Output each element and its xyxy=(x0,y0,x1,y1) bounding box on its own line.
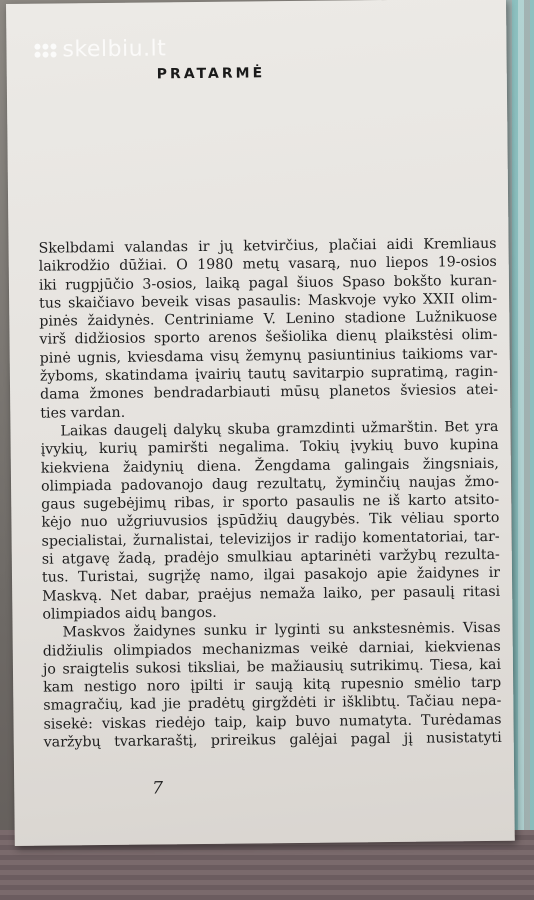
text-line: dama žmones bendradarbiauti mūsų planetos šviesios atei- xyxy=(40,382,499,404)
text-line: gaus sugebėjimų ribas, ir sporto pasaulis ne iš karto atsito- xyxy=(41,492,500,513)
paragraph xyxy=(40,418,500,624)
text-line: kėjo nuo užgriuvusios įspūdžių daugybės. Tik vėliau sporto xyxy=(41,510,500,532)
body-text xyxy=(38,235,501,752)
text-line: pinė ugnis, kviesdama visų žemynų pasiuntinius taikioms var- xyxy=(39,345,498,367)
text-line: žyboms, skatindama įvairių tautų savitarpio supratimą, ragin- xyxy=(39,363,498,385)
text-line: specialistai, žurnalistai, televizijos ir radijo komentatoriai, tar- xyxy=(41,528,500,550)
text-line: Maskvos žaidynes sunku ir lyginti su ankstesnėmis. Visas xyxy=(62,620,501,641)
text-line: si atgavę žadą, pradėjo smulkiau aptarinėti varžybų rezulta- xyxy=(41,546,500,568)
text-line: įvykių, kurių pamiršti negalima. Tokių įvykių buvo kupina xyxy=(40,437,499,458)
watermark-text: skelbiu.lt xyxy=(62,36,167,63)
watermark xyxy=(34,36,166,62)
watermark-logo-icon xyxy=(34,43,56,57)
page-number: 7 xyxy=(152,778,164,799)
text-line: Skelbdami valandas ir jų ketvirčius, plačiai aidi Kremliaus xyxy=(38,235,497,257)
text-line: tus skaičiavo beveik visas pasaulis: Maskvoje vyko XXII olim- xyxy=(39,290,498,312)
page-heading: PRATARMĖ xyxy=(156,65,266,83)
book-page xyxy=(6,0,515,846)
text-line: laikrodžio dūžiai. O 1980 metų vasarą, nuo liepos 19-osios xyxy=(38,254,497,275)
text-line: olimpiados aidų bangos. xyxy=(42,604,217,623)
text-line: varžybų tvarkaraštį, prireikus galėjai pagal jį nusistatyti xyxy=(43,729,502,751)
text-line: kam nestigo noro įpilti ir saują kitą rupesnio smėlio tarp xyxy=(43,674,502,696)
text-line: virš didžiosios sporto arenos šešiolika dienų plaikstėsi olim- xyxy=(39,327,498,349)
text-line: jo sraigtelis sukosi tiksliai, be mažiausių sutrikimų. Tiesa, kai xyxy=(42,656,502,678)
text-line: kiekviena žaidynių diena. Žengdama galingais žingsniais, xyxy=(40,455,499,477)
text-line: smagračių, kad jie pradėtų girgždėti ir išklibtų. Tačiau nepa- xyxy=(43,693,502,715)
text-line: pinės žaidynės. Centriniame V. Lenino stadione Lužnikuose xyxy=(39,309,498,330)
text-line: ties vardan. xyxy=(40,404,126,422)
text-line: iki rugpjūčio 3-osios, laiką pagal šiuos Spaso bokšto kuran- xyxy=(38,272,498,294)
text-line: Laikas daugelį dalykų skuba gramzdinti užmarštin. Bet yra xyxy=(60,418,499,440)
paragraph xyxy=(42,619,501,752)
text-line: tus. Turistai, sugrįžę namo, ilgai pasakojo apie žaidynes ir xyxy=(41,565,501,586)
paragraph xyxy=(38,235,498,423)
text-line: sisekė: viskas riedėjo taip, kaip buvo numatyta. Turėdamas xyxy=(43,711,502,733)
text-line: didžiulis olimpiados mechanizmas veikė darniai, kiekvienas xyxy=(42,638,501,660)
text-line: Maskvą. Net dabar, praėjus nemaža laiko, per pasaulį ritasi xyxy=(42,583,501,605)
text-line: olimpiada padovanojo daug rezultatų, žyminčių naujas žmo- xyxy=(40,473,500,495)
